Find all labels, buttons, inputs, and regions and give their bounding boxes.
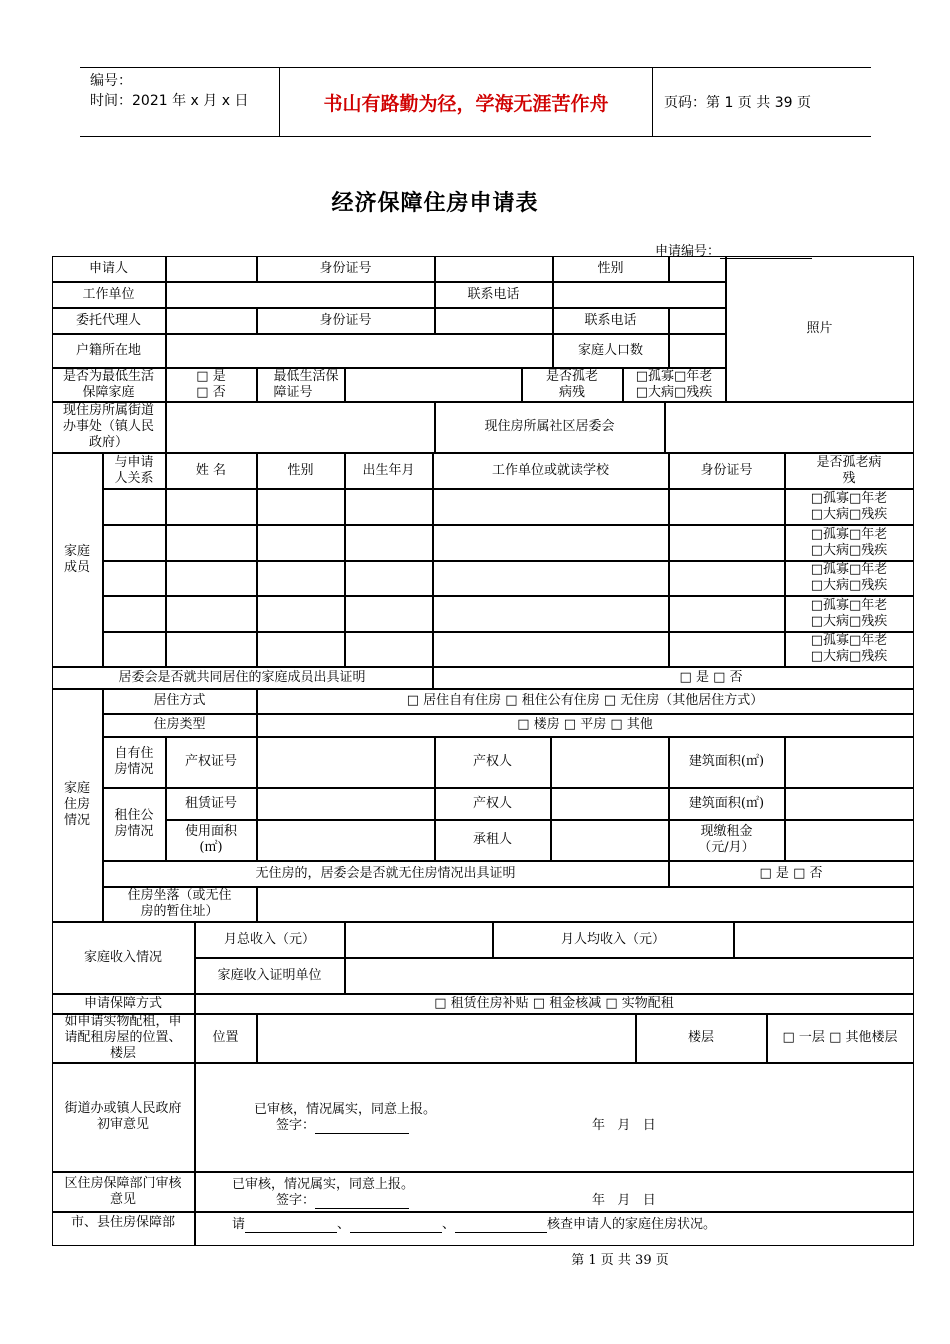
city-blank-2[interactable] [350,1218,442,1233]
house-type-label: 住房类型 [103,714,257,737]
family-row-1-name[interactable] [166,489,257,525]
header-meta [80,68,280,136]
per-capita-field[interactable] [734,922,914,958]
family-row-3-relation[interactable] [103,561,166,596]
header-number-label: 编号： [90,73,132,89]
agent-id-field[interactable] [435,308,553,334]
monthly-total-field[interactable] [345,922,493,958]
cohabit-checkbox[interactable]: □ 是 □ 否 [433,667,914,689]
own-area-field[interactable] [785,737,914,788]
street-office-label: 现住房所属街道办事处（镇人民政府） [52,402,166,453]
district-sign[interactable] [276,1193,409,1209]
community-label: 现住房所属社区居委会 [435,402,665,453]
per-capita-label: 月人均收入（元） [493,922,734,958]
family-count-label: 家庭人口数 [553,334,669,368]
city-check-text: 核查申请人的家庭住房状况。 [547,1217,717,1232]
agent-phone-field[interactable] [669,308,726,334]
family-row-4-work[interactable] [433,596,669,632]
family-row-4-gender[interactable] [257,596,345,632]
rent-label: 现缴租金（元/月） [669,820,785,861]
income-section-label: 家庭收入情况 [52,922,195,994]
floor-checkbox[interactable]: □ 一层 □ 其他楼层 [767,1014,914,1063]
rent-owner-field[interactable] [551,788,669,820]
page-header [80,67,871,137]
tenant-field[interactable] [551,820,669,861]
family-row-2-relation[interactable] [103,525,166,561]
district-sign-line [315,1194,409,1209]
monthly-total-label: 月总收入（元） [195,922,345,958]
id-field[interactable] [435,256,553,282]
family-row-1-birth[interactable] [345,489,433,525]
location-field[interactable] [257,887,914,922]
family-row-3-work[interactable] [433,561,669,596]
family-header-name: 姓 名 [166,453,257,489]
header-time-label: 时间：2021 年 x 月 x 日 [90,93,249,109]
street-office-field[interactable] [166,402,435,453]
header-motto: 书山有路勤为径，学海无涯苦作舟 [280,68,653,136]
work-unit-label: 工作单位 [52,282,166,308]
family-row-4-name[interactable] [166,596,257,632]
city-please: 请 [232,1217,246,1232]
street-review-label: 街道办或镇人民政府初审意见 [52,1063,195,1172]
street-sign-label: 签字： [276,1118,316,1133]
form-title: 经济保障住房申请表 [331,191,539,216]
family-header-orphan: 是否孤老病残 [785,453,914,489]
dibao-cert-label: 最低生活保障证号 [257,368,345,402]
family-row-1-id[interactable] [669,489,785,525]
family-row-2-orphan[interactable]: □孤寡□年老 □大病□残疾 [785,525,914,561]
owner-field[interactable] [551,737,669,788]
phone-label: 联系电话 [435,282,553,308]
residence-mode-label: 居住方式 [103,689,257,714]
lease-cert-label: 租赁证号 [166,788,257,820]
cohabit-question: 居委会是否就共同居住的家庭成员出具证明 [52,667,433,689]
own-house-label: 自有住房情况 [103,737,166,788]
residence-mode-checkbox[interactable]: □ 居住自有住房 □ 租住公有住房 □ 无住房（其他居住方式） [257,689,914,714]
guarantee-label: 申请保障方式 [52,994,195,1014]
orphan-label: 是否孤老病残 [522,368,623,402]
family-header-birth: 出生年月 [345,453,433,489]
street-sign[interactable] [276,1118,409,1134]
rented-house-label: 租住公房情况 [103,788,166,861]
application-number-label: 申请编号： [655,244,721,259]
gender-field[interactable] [669,256,726,282]
photo-box: 照片 [726,256,914,402]
rent-field[interactable] [785,820,914,861]
community-field[interactable] [665,402,914,453]
family-row-5-id[interactable] [669,632,785,667]
applicant-field[interactable] [166,256,257,282]
family-row-2-name[interactable] [166,525,257,561]
housing-section-label: 家庭住房情况 [52,689,103,922]
allocation-request-label: 如申请实物配租，申请配租房屋的位置、楼层 [52,1014,195,1063]
property-cert-field[interactable] [257,737,435,788]
family-header-gender: 性别 [257,453,345,489]
work-unit-field[interactable] [166,282,435,308]
family-row-4-id[interactable] [669,596,785,632]
agent-field[interactable] [166,308,257,334]
gender-label: 性别 [553,256,669,282]
agent-phone-label: 联系电话 [553,308,669,334]
family-row-4-relation[interactable] [103,596,166,632]
rent-owner-label: 产权人 [435,788,551,820]
dibao-cert-field[interactable] [345,368,522,402]
family-row-4-birth[interactable] [345,596,433,632]
family-row-1-work[interactable] [433,489,669,525]
dibao-checkbox[interactable]: □ 是 □ 否 [166,368,257,402]
family-row-5-relation[interactable] [103,632,166,667]
family-row-3-orphan[interactable]: □孤寡□年老 □大病□残疾 [785,561,914,596]
income-cert-label: 家庭收入证明单位 [195,958,345,994]
guarantee-checkbox[interactable]: □ 租赁住房补贴 □ 租金核减 □ 实物配租 [195,994,914,1014]
street-date: 年 月 日 [592,1118,656,1133]
applicant-label: 申请人 [52,256,166,282]
family-row-3-id[interactable] [669,561,785,596]
hukou-label: 户籍所在地 [52,334,166,368]
family-row-1-relation[interactable] [103,489,166,525]
district-approved-text: 已审核，情况属实，同意上报。 [232,1177,415,1192]
header-page-info: 页码：第 1 页 共 39 页 [664,95,811,111]
city-blank-3[interactable] [455,1218,547,1233]
rent-area-label: 建筑面积(㎡) [669,788,785,820]
family-row-5-gender[interactable] [257,632,345,667]
family-row-2-birth[interactable] [345,525,433,561]
id-label: 身份证号 [257,256,435,282]
family-row-3-birth[interactable] [345,561,433,596]
district-date: 年 月 日 [592,1193,656,1208]
agent-id-label: 身份证号 [257,308,435,334]
family-row-5-work[interactable] [433,632,669,667]
application-form [52,256,914,1246]
family-row-5-birth[interactable] [345,632,433,667]
no-house-question: 无住房的，居委会是否就无住房情况出具证明 [103,861,669,887]
property-cert-label: 产权证号 [166,737,257,788]
house-type-checkbox[interactable]: □ 楼房 □ 平房 □ 其他 [257,714,914,737]
family-row-4-orphan[interactable]: □孤寡□年老 □大病□残疾 [785,596,914,632]
city-review-label: 市、县住房保障部 [52,1212,195,1246]
family-row-3-name[interactable] [166,561,257,596]
city-sep-1: 、 [337,1217,351,1232]
owner-label: 产权人 [435,737,551,788]
family-row-1-orphan[interactable]: □孤寡□年老 □大病□残疾 [785,489,914,525]
no-house-checkbox[interactable]: □ 是 □ 否 [669,861,914,887]
own-area-label: 建筑面积(㎡) [669,737,785,788]
rent-area-field[interactable] [785,788,914,820]
family-row-3-gender[interactable] [257,561,345,596]
use-area-label: 使用面积(㎡) [166,820,257,861]
dibao-label: 是否为最低生活保障家庭 [52,368,166,402]
allocation-position-label: 位置 [195,1014,257,1063]
family-row-2-gender[interactable] [257,525,345,561]
use-area-field[interactable] [257,820,435,861]
hukou-field[interactable] [166,334,553,368]
street-sign-line [315,1119,409,1134]
family-header-work: 工作单位或就读学校 [433,453,669,489]
agent-label: 委托代理人 [52,308,166,334]
family-row-5-name[interactable] [166,632,257,667]
family-row-2-id[interactable] [669,525,785,561]
location-label: 住房坐落（或无住房的暂住址） [103,887,257,922]
lease-cert-field[interactable] [257,788,435,820]
allocation-position-field[interactable] [257,1014,636,1063]
family-section-label: 家庭成员 [52,453,103,667]
city-review-text [232,1217,716,1233]
floor-label: 楼层 [636,1014,767,1063]
page-footer: 第 1 页 共 39 页 [571,1253,669,1268]
district-sign-label: 签字： [276,1193,316,1208]
family-header-relation: 与申请人关系 [103,453,166,489]
tenant-label: 承租人 [435,820,551,861]
family-row-1-gender[interactable] [257,489,345,525]
family-row-5-orphan[interactable]: □孤寡□年老 □大病□残疾 [785,632,914,667]
orphan-checkbox[interactable]: □孤寡□年老 □大病□残疾 [623,368,726,402]
family-row-2-work[interactable] [433,525,669,561]
family-header-id: 身份证号 [669,453,785,489]
family-count-field[interactable] [669,334,726,368]
city-blank-1[interactable] [245,1218,337,1233]
district-review-label: 区住房保障部门审核意见 [52,1172,195,1212]
phone-field[interactable] [553,282,726,308]
income-cert-field[interactable] [345,958,914,994]
street-approved-text: 已审核，情况属实，同意上报。 [254,1102,437,1117]
city-sep-2: 、 [442,1217,456,1232]
